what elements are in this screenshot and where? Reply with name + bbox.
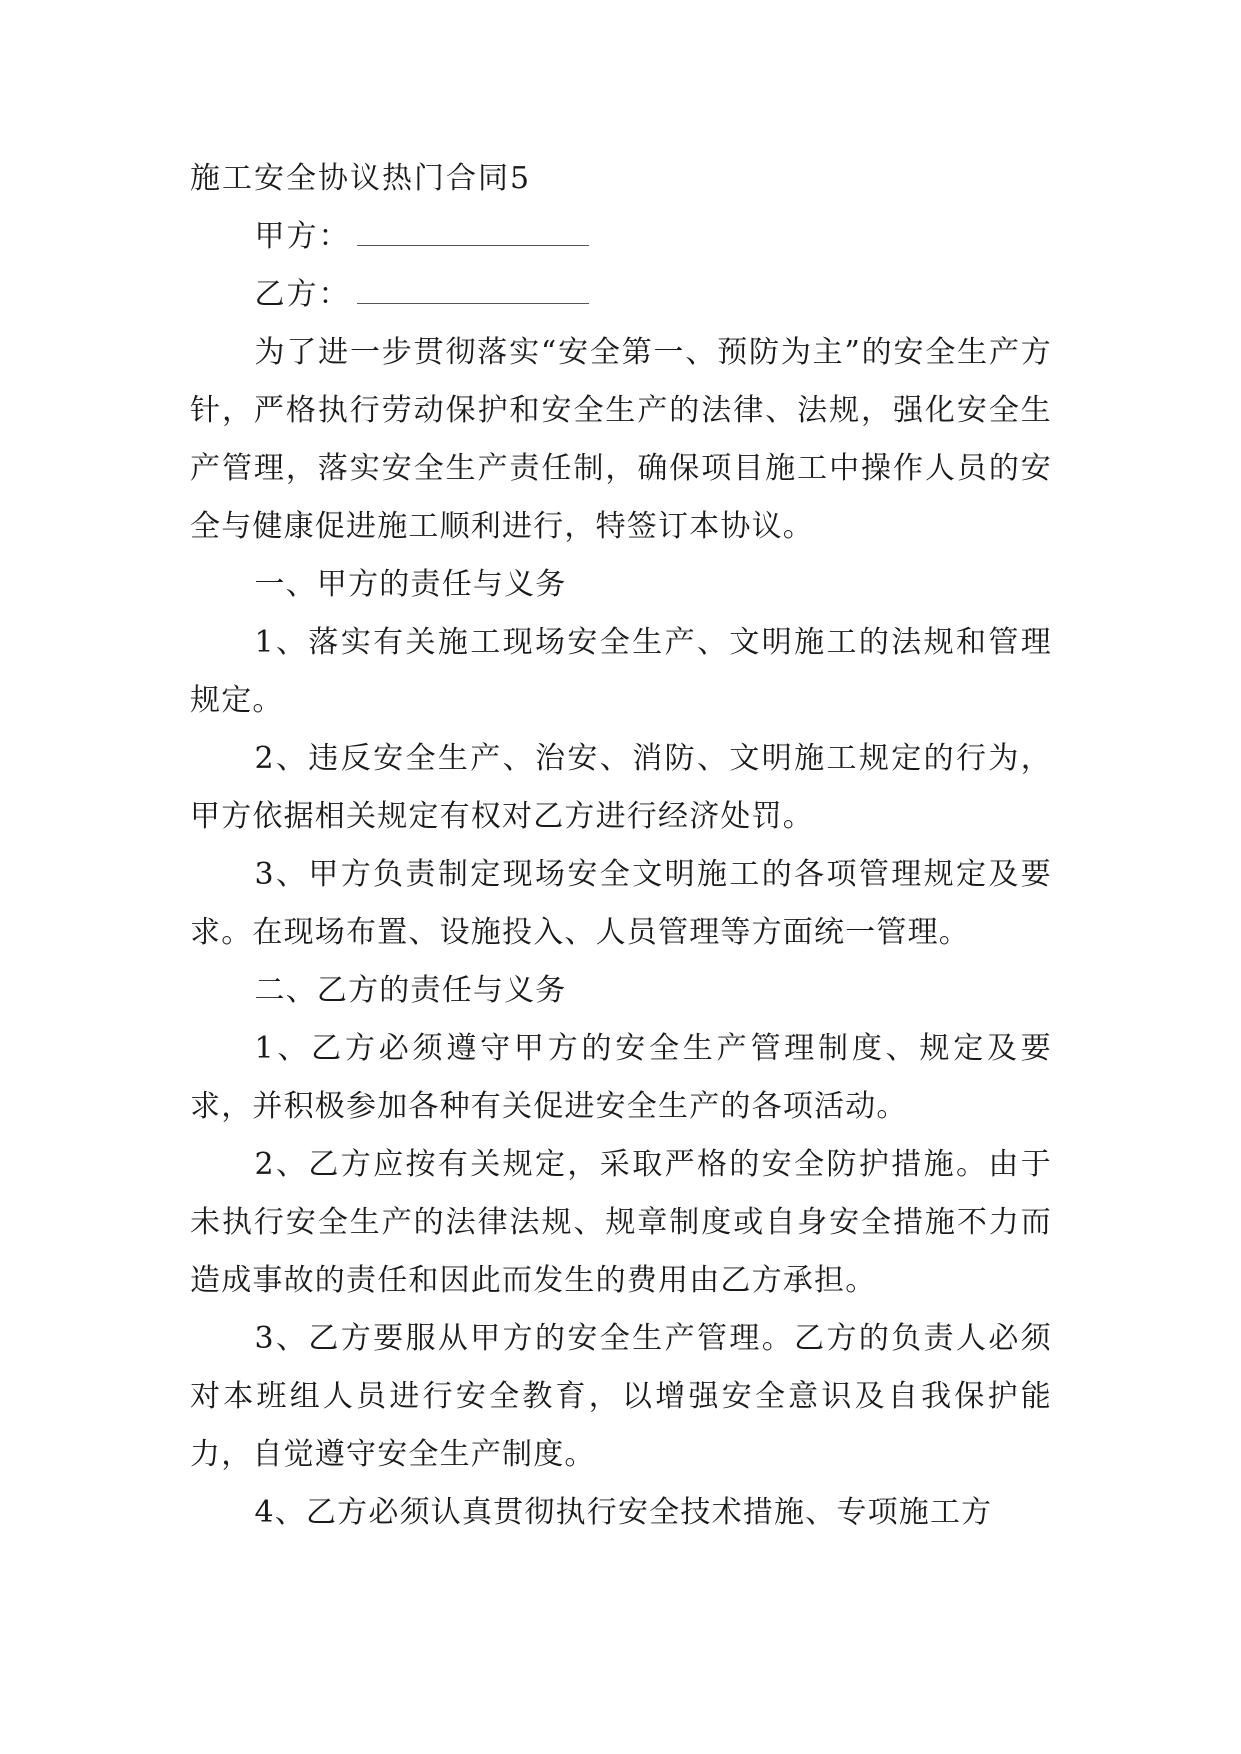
document-title: 施工安全协议热门合同5 xyxy=(190,161,532,196)
section-heading-party-b: 二、乙方的责任与义务 xyxy=(254,973,567,1008)
intro-paragraph: 为了进一步贯彻落实“安全第一、预防为主”的安全生产方针，严格执行劳动保护和安全生产的法律、法规，强化安全生产管理，落实安全生产责任制，确保项目施工中操作人员的安全与健康促进施工顺利进行，特签订本协议。 xyxy=(190,335,1052,544)
clause-a-1: 1、落实有关施工现场安全生产、文明施工的法规和管理规定。 xyxy=(190,625,1052,718)
document-body xyxy=(190,150,1052,1542)
party-a-line xyxy=(190,208,1052,266)
party-a-blank xyxy=(357,244,589,246)
clause-b-1: 1、乙方必须遵守甲方的安全生产管理制度、规定及要求，并积极参加各种有关促进安全生产的各项活动。 xyxy=(190,1031,1052,1124)
party-a-label: 甲方： xyxy=(254,219,351,254)
party-b-blank xyxy=(357,302,589,304)
clause-b-4: 4、乙方必须认真贯彻执行安全技术措施、专项施工方 xyxy=(254,1495,993,1530)
clause-b-3: 3、乙方要服从甲方的安全生产管理。乙方的负责人必须对本班组人员进行安全教育，以增强安全意识及自我保护能力，自觉遵守安全生产制度。 xyxy=(190,1321,1052,1472)
section-heading-party-a: 一、甲方的责任与义务 xyxy=(254,567,567,602)
clause-a-2: 2、违反安全生产、治安、消防、文明施工规定的行为，甲方依据相关规定有权对乙方进行经济处罚。 xyxy=(190,741,1052,834)
party-b-line xyxy=(190,266,1052,324)
party-b-label: 乙方： xyxy=(254,277,351,312)
clause-a-3: 3、甲方负责制定现场安全文明施工的各项管理规定及要求。在现场布置、设施投入、人员管理等方面统一管理。 xyxy=(190,857,1052,950)
clause-b-2: 2、乙方应按有关规定，采取严格的安全防护措施。由于未执行安全生产的法律法规、规章制度或自身安全措施不力而造成事故的责任和因此而发生的费用由乙方承担。 xyxy=(190,1147,1052,1298)
